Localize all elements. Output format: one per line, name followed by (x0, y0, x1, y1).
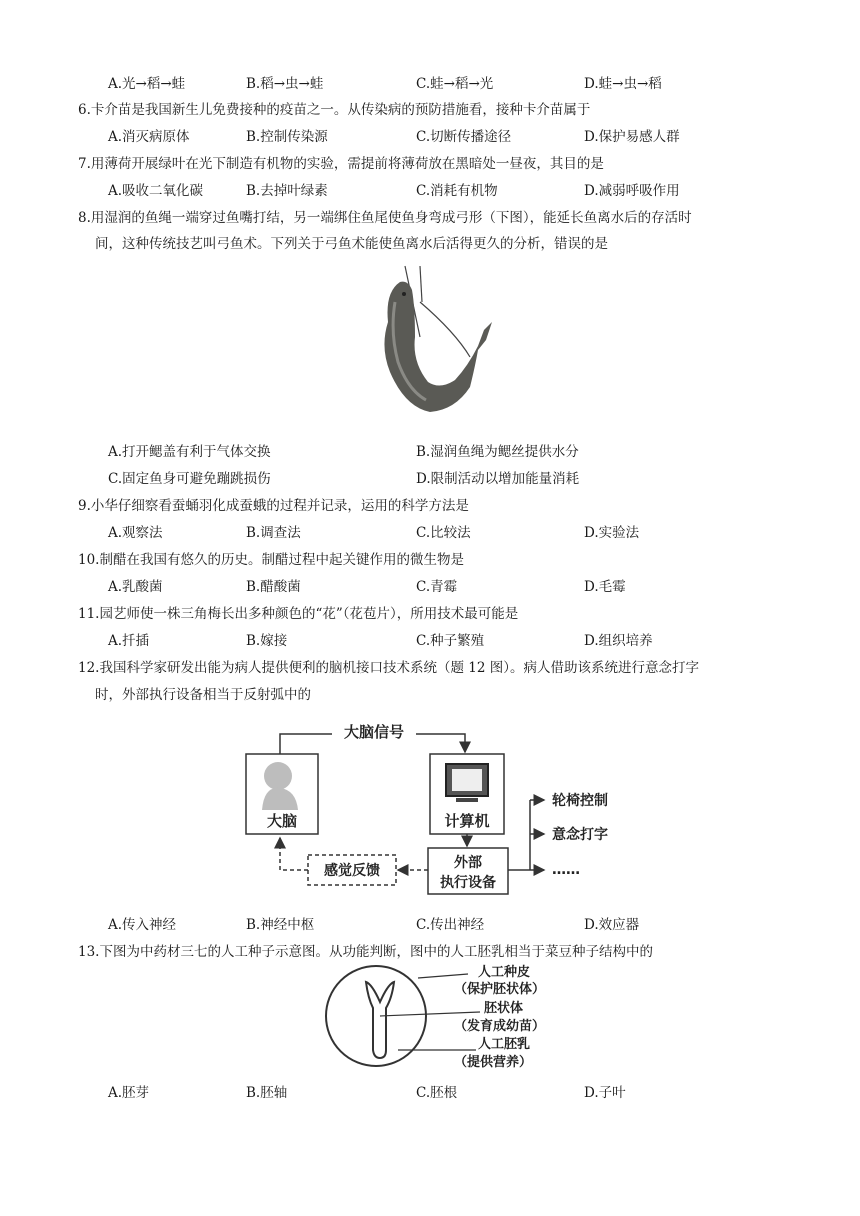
q5-option-d: D.蛙→虫→稻 (584, 76, 662, 92)
output-wheelchair: 轮椅控制 (552, 793, 608, 809)
q8-stem-line1: 8.用湿润的鱼绳一端穿过鱼嘴打结，另一端绑住鱼尾使鱼身弯成弓形（下图），能延长鱼离水后的存活时 (78, 210, 692, 226)
seed-coat-label: 人工种皮 (478, 965, 531, 980)
q12-stem-line1: 12.我国科学家研发出能为病人提供便利的脑机接口技术系统（题 12 图）。病人借助该系统进行意念打字 (78, 660, 699, 676)
endosperm-desc: （提供营养） (454, 1055, 533, 1070)
computer-label: 计算机 (444, 812, 490, 830)
q10-option-b: B.醋酸菌 (246, 579, 301, 595)
q11-option-b: B.嫁接 (246, 633, 288, 649)
q7-option-c: C.消耗有机物 (416, 183, 498, 199)
q7-option-d: D.减弱呼吸作用 (584, 183, 680, 199)
bow-fish-figure (360, 262, 510, 432)
q8-stem-line2: 间，这种传统技艺叫弓鱼术。下列关于弓鱼术能使鱼离水后活得更久的分析，错误的是 (95, 236, 608, 252)
q8-option-d: D.限制活动以增加能量消耗 (416, 471, 580, 487)
q12-option-a: A.传入神经 (108, 917, 177, 933)
q5-option-c: C.蛙→稻→光 (416, 76, 494, 92)
embryoid-desc: （发育成幼苗） (454, 1019, 546, 1034)
q8-option-c: C.固定鱼身可避免蹦跳损伤 (108, 471, 271, 487)
q6-stem: 6.卡介苗是我国新生儿免费接种的疫苗之一。从传染病的预防措施看，接种卡介苗属于 (78, 102, 591, 118)
embryoid-label: 胚状体 (484, 1001, 524, 1016)
q5-option-a: A.光→稻→蛙 (108, 76, 186, 92)
q13-option-c: C.胚根 (416, 1085, 458, 1101)
q6-option-a: A.消灭病原体 (108, 129, 190, 145)
artificial-seed-diagram (318, 962, 598, 1072)
q13-stem: 13.下图为中药材三七的人工种子示意图。从功能判断，图中的人工胚乳相当于菜豆种子结构中的 (78, 944, 653, 960)
q9-option-d: D.实验法 (584, 525, 640, 541)
q11-stem: 11.园艺师使一株三角梅长出多种颜色的“花”（花苞片），所用技术最可能是 (78, 606, 519, 622)
q10-option-d: D.毛霉 (584, 579, 626, 595)
q9-option-b: B.调查法 (246, 525, 301, 541)
signal-label: 大脑信号 (343, 723, 405, 741)
q9-stem: 9.小华仔细察看蚕蛹羽化成蚕蛾的过程并记录，运用的科学方法是 (78, 498, 469, 514)
q8-option-b: B.湿润鱼绳为鳃丝提供水分 (416, 444, 579, 460)
brain-computer-interface-diagram (240, 710, 650, 902)
q6-option-c: C.切断传播途径 (416, 129, 512, 145)
q10-option-a: A.乳酸菌 (108, 579, 163, 595)
q12-stem-line2: 时，外部执行设备相当于反射弧中的 (95, 687, 311, 703)
q10-option-c: C.青霉 (416, 579, 458, 595)
q6-option-b: B.控制传染源 (246, 129, 328, 145)
q13-option-d: D.子叶 (584, 1085, 626, 1101)
q13-option-b: B.胚轴 (246, 1085, 288, 1101)
endosperm-label: 人工胚乳 (478, 1037, 531, 1052)
q9-option-a: A.观察法 (108, 525, 163, 541)
device-label-line1: 外部 (454, 855, 482, 871)
device-label-line2: 执行设备 (440, 875, 496, 891)
q12-option-b: B.神经中枢 (246, 917, 315, 933)
q7-option-a: A.吸收二氧化碳 (108, 183, 204, 199)
q5-option-b: B.稻→虫→蛙 (246, 76, 324, 92)
output-more: …… (552, 862, 580, 878)
seed-coat-desc: （保护胚状体） (454, 982, 546, 997)
output-typing: 意念打字 (552, 827, 608, 843)
q10-stem: 10.制醋在我国有悠久的历史。制醋过程中起关键作用的微生物是 (78, 552, 464, 568)
q7-stem: 7.用薄荷开展绿叶在光下制造有机物的实验，需提前将薄荷放在黑暗处一昼夜，其目的是 (78, 156, 604, 172)
q11-option-d: D.组织培养 (584, 633, 653, 649)
q8-option-a: A.打开鳃盖有利于气体交换 (108, 444, 271, 460)
q12-option-c: C.传出神经 (416, 917, 485, 933)
q11-option-a: A.扦插 (108, 633, 150, 649)
q9-option-c: C.比较法 (416, 525, 471, 541)
brain-label: 大脑 (266, 812, 298, 830)
q11-option-c: C.种子繁殖 (416, 633, 485, 649)
feedback-label: 感觉反馈 (324, 863, 380, 879)
q7-option-b: B.去掉叶绿素 (246, 183, 328, 199)
q6-option-d: D.保护易感人群 (584, 129, 680, 145)
q13-option-a: A.胚芽 (108, 1085, 150, 1101)
q12-option-d: D.效应器 (584, 917, 640, 933)
